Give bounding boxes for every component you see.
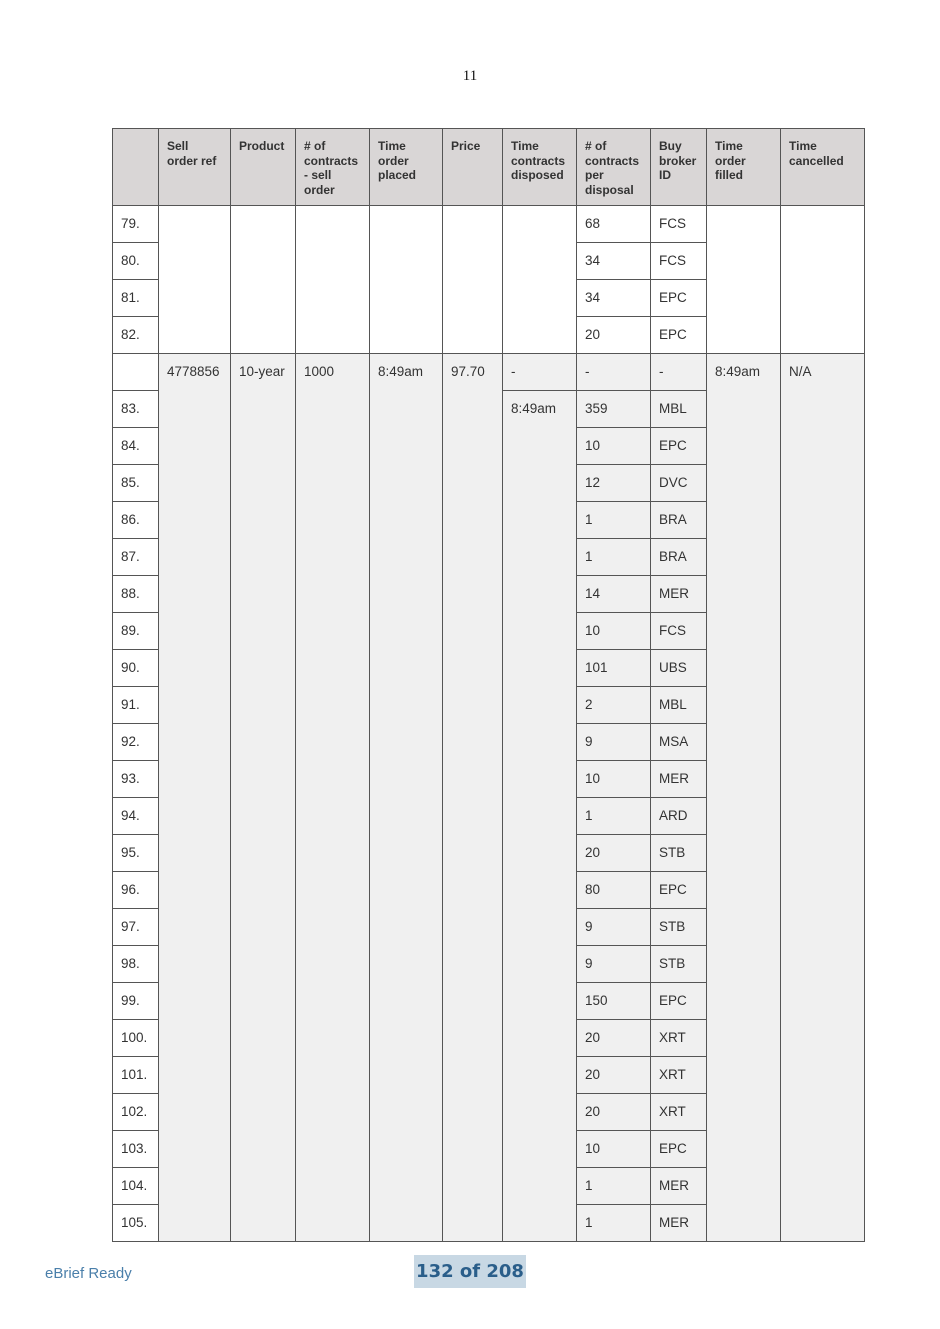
header-row-number — [113, 129, 159, 206]
row-number: 96. — [113, 872, 159, 909]
row-number: 86. — [113, 502, 159, 539]
header-time-order-placed: Time order placed — [370, 129, 443, 206]
contracts-per-disposal-cell: 68 — [577, 206, 651, 243]
buy-broker-cell: XRT — [651, 1057, 707, 1094]
sell-order-ref-cell: 4778856 — [159, 354, 231, 1242]
buy-broker-cell: DVC — [651, 465, 707, 502]
contracts-per-disposal-cell: 9 — [577, 724, 651, 761]
group2-body — [113, 354, 865, 1242]
sell-order-row — [113, 354, 865, 391]
contracts-per-disposal-cell: 10 — [577, 613, 651, 650]
buy-broker-cell: MER — [651, 1205, 707, 1242]
contracts-per-disposal-cell: 14 — [577, 576, 651, 613]
empty-cell — [370, 206, 443, 354]
contracts-sell-order-cell: 1000 — [296, 354, 370, 1242]
header-sell-order-ref: Sell order ref — [159, 129, 231, 206]
time-disposed-cell: 8:49am — [503, 391, 577, 1242]
contracts-per-disposal-cell: 101 — [577, 650, 651, 687]
page-counter: 132 of 208 — [414, 1255, 526, 1288]
time-cancelled-cell: N/A — [781, 354, 865, 1242]
contracts-per-disposal-cell: 12 — [577, 465, 651, 502]
buy-broker-cell: FCS — [651, 243, 707, 280]
row-number: 101. — [113, 1057, 159, 1094]
empty-cell — [707, 206, 781, 354]
buy-broker-cell: MER — [651, 1168, 707, 1205]
contracts-per-disposal-cell: 9 — [577, 909, 651, 946]
row-number: 99. — [113, 983, 159, 1020]
row-number: 89. — [113, 613, 159, 650]
buy-broker-cell: XRT — [651, 1094, 707, 1131]
row-number: 97. — [113, 909, 159, 946]
buy-broker-cell: XRT — [651, 1020, 707, 1057]
row-number: 82. — [113, 317, 159, 354]
contracts-per-disposal-cell: 20 — [577, 1094, 651, 1131]
contracts-per-disposal-cell: 359 — [577, 391, 651, 428]
contracts-per-disposal-cell: 1 — [577, 798, 651, 835]
row-number: 94. — [113, 798, 159, 835]
header-price: Price — [443, 129, 503, 206]
contracts-per-disposal-cell: 1 — [577, 1168, 651, 1205]
contracts-per-disposal-cell: 20 — [577, 317, 651, 354]
empty-cell — [231, 206, 296, 354]
buy-broker-cell: FCS — [651, 613, 707, 650]
empty-cell — [296, 206, 370, 354]
row-number: 81. — [113, 280, 159, 317]
row-number — [113, 354, 159, 391]
contracts-per-disposal-cell: 150 — [577, 983, 651, 1020]
row-number: 84. — [113, 428, 159, 465]
page-number: 11 — [462, 68, 478, 84]
time-disposed-cell: - — [503, 354, 577, 391]
empty-cell — [159, 206, 231, 354]
header-contracts-sell-order: # of contracts - sell order — [296, 129, 370, 206]
contracts-per-disposal-cell: 1 — [577, 502, 651, 539]
buy-broker-cell: UBS — [651, 650, 707, 687]
buy-broker-cell: MBL — [651, 687, 707, 724]
contracts-per-disposal-cell: 1 — [577, 1205, 651, 1242]
header-row — [113, 129, 865, 206]
row-number: 79. — [113, 206, 159, 243]
buy-broker-cell: ARD — [651, 798, 707, 835]
time-order-placed-cell: 8:49am — [370, 354, 443, 1242]
time-order-filled-cell: 8:49am — [707, 354, 781, 1242]
row-number: 80. — [113, 243, 159, 280]
buy-broker-cell: EPC — [651, 428, 707, 465]
buy-broker-cell: - — [651, 354, 707, 391]
header-contracts-per-disposal: # of contracts per disposal — [577, 129, 651, 206]
product-cell: 10-year — [231, 354, 296, 1242]
row-number: 104. — [113, 1168, 159, 1205]
header-buy-broker-id: Buy broker ID — [651, 129, 707, 206]
row-number: 85. — [113, 465, 159, 502]
empty-cell — [443, 206, 503, 354]
contracts-per-disposal-cell: 34 — [577, 280, 651, 317]
buy-broker-cell: STB — [651, 835, 707, 872]
row-number: 90. — [113, 650, 159, 687]
buy-broker-cell: EPC — [651, 280, 707, 317]
contracts-per-disposal-cell: 10 — [577, 1131, 651, 1168]
contracts-per-disposal-cell: 34 — [577, 243, 651, 280]
buy-broker-cell: STB — [651, 946, 707, 983]
row-number: 102. — [113, 1094, 159, 1131]
contracts-per-disposal-cell: 10 — [577, 428, 651, 465]
row-number: 83. — [113, 391, 159, 428]
row-number: 91. — [113, 687, 159, 724]
buy-broker-cell: MBL — [651, 391, 707, 428]
row-number: 105. — [113, 1205, 159, 1242]
empty-cell — [503, 206, 577, 354]
contracts-per-disposal-cell: 9 — [577, 946, 651, 983]
table-row — [113, 206, 865, 243]
buy-broker-cell: MER — [651, 761, 707, 798]
contracts-per-disposal-cell: 80 — [577, 872, 651, 909]
buy-broker-cell: STB — [651, 909, 707, 946]
buy-broker-cell: EPC — [651, 317, 707, 354]
contracts-per-disposal-cell: - — [577, 354, 651, 391]
buy-broker-cell: FCS — [651, 206, 707, 243]
buy-broker-cell: EPC — [651, 1131, 707, 1168]
header-time-contracts-disposed: Time contracts disposed — [503, 129, 577, 206]
row-number: 103. — [113, 1131, 159, 1168]
contracts-per-disposal-cell: 20 — [577, 1057, 651, 1094]
row-number: 88. — [113, 576, 159, 613]
header-time-order-filled: Time order filled — [707, 129, 781, 206]
contracts-per-disposal-cell: 2 — [577, 687, 651, 724]
price-cell: 97.70 — [443, 354, 503, 1242]
buy-broker-cell: BRA — [651, 539, 707, 576]
header-time-cancelled: Time cancelled — [781, 129, 865, 206]
row-number: 95. — [113, 835, 159, 872]
contracts-per-disposal-cell: 10 — [577, 761, 651, 798]
row-number: 98. — [113, 946, 159, 983]
row-number: 93. — [113, 761, 159, 798]
contracts-per-disposal-cell: 20 — [577, 1020, 651, 1057]
buy-broker-cell: BRA — [651, 502, 707, 539]
contracts-per-disposal-cell: 20 — [577, 835, 651, 872]
buy-broker-cell: EPC — [651, 872, 707, 909]
buy-broker-cell: MSA — [651, 724, 707, 761]
header-product: Product — [231, 129, 296, 206]
row-number: 87. — [113, 539, 159, 576]
row-number: 100. — [113, 1020, 159, 1057]
ebrief-brand: eBrief Ready — [45, 1265, 132, 1282]
group1-body — [113, 206, 865, 354]
trades-table — [112, 128, 865, 1242]
empty-cell — [781, 206, 865, 354]
buy-broker-cell: MER — [651, 576, 707, 613]
row-number: 92. — [113, 724, 159, 761]
buy-broker-cell: EPC — [651, 983, 707, 1020]
contracts-per-disposal-cell: 1 — [577, 539, 651, 576]
